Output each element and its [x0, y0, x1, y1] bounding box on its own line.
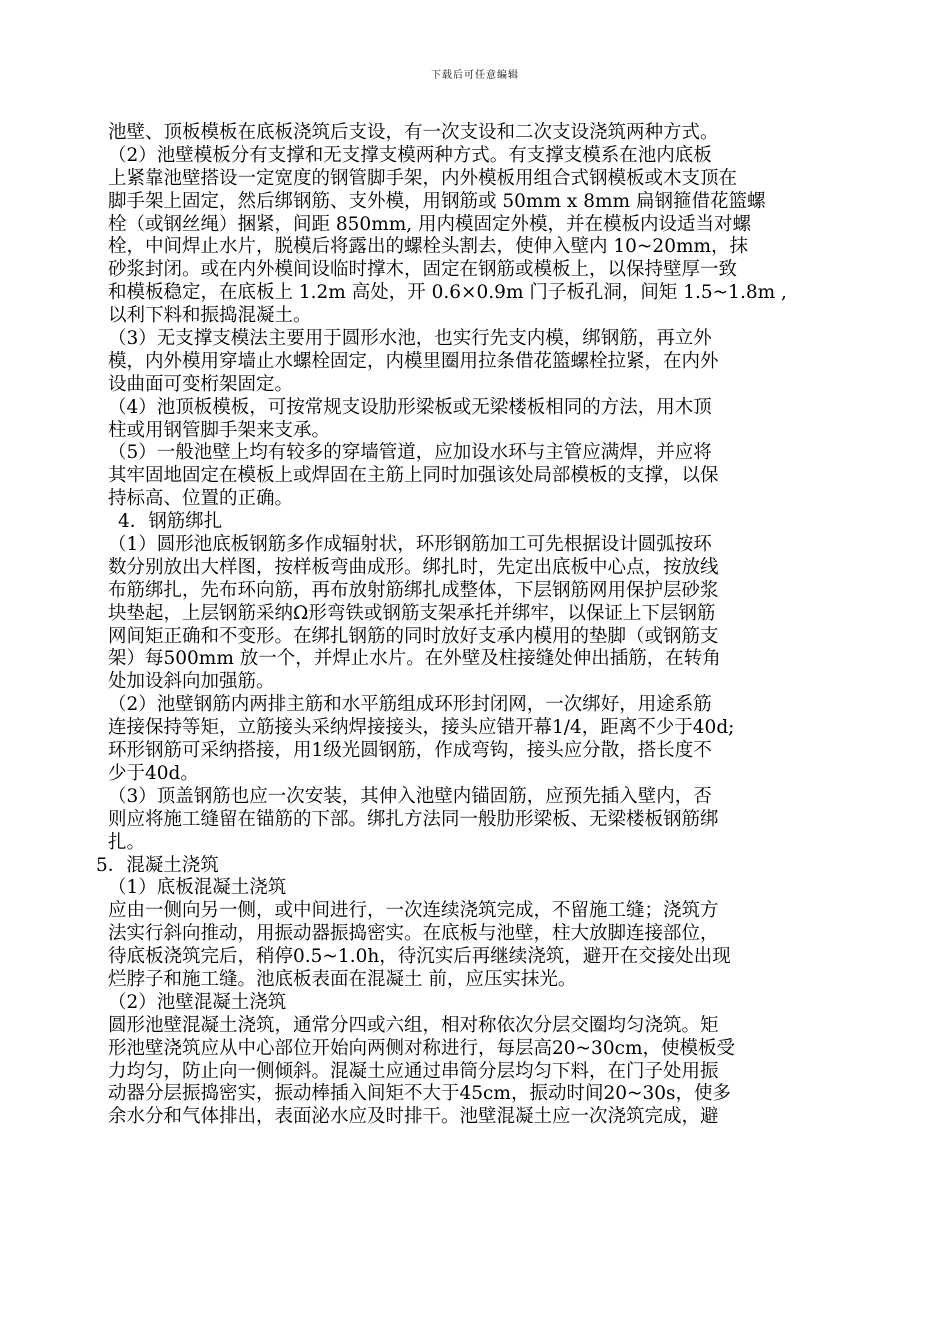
text-line: 扎。	[108, 831, 146, 853]
text-line: 持标高、位置的正确。	[108, 488, 294, 510]
text-line: （2）池壁钢筋内两排主筋和水平筋组成环形封闭网，一次绑好，用途系筋	[108, 694, 712, 716]
text-line: 砂浆封闭。或在内外模间设临时撑木，固定在钢筋或模板上，以保持壁厚一致	[108, 259, 738, 281]
text-line: 动器分层振捣密实，振动棒插入间矩不大于45cm，振动时间20~30s，使多	[108, 1083, 732, 1105]
text-line: 网间矩正确和不变形。在绑扎钢筋的同时放好支承内模用的垫脚（或钢筋支	[108, 625, 719, 647]
text-line: 圆形池壁混凝土浇筑，通常分四或六组，相对称依次分层交圈均匀浇筑。矩	[108, 1014, 719, 1036]
text-line: 块垫起，上层钢筋采纳Ω形弯铁或钢筋支架承托并绑牢，以保证上下层钢筋	[108, 602, 716, 624]
text-line: 应由一侧向另一侧，或中间进行，一次连续浇筑完成，不留施工缝；浇筑方	[108, 900, 719, 922]
text-line: 其牢固地固定在模板上或焊固在主筋上同时加强该处局部模板的支撑，以保	[108, 465, 719, 487]
text-line: 待底板浇筑完后，稍停0.5~1.0h，待沉实后再继续浇筑，避开在交接处出现	[108, 946, 731, 968]
text-line: 设曲面可变桁架固定。	[108, 373, 294, 395]
text-line: （2）池壁混凝土浇筑	[108, 991, 287, 1013]
text-line: 形池壁浇筑应从中心部位开始向两侧对称进行，每层高20~30cm，使模板受	[108, 1037, 735, 1059]
text-line: （1）圆形池底板钢筋多作成辐射状，环形钢筋加工可先根据设计圆弧按环	[108, 534, 712, 556]
text-line: 少于40d。	[108, 762, 199, 784]
text-line: 栓，中间焊止水片，脱模后将露出的螺栓头割去，使伸入壁内 10~20mm，抹	[108, 236, 749, 258]
document-body	[96, 122, 858, 1129]
text-line: 数分别放出大样图，按样板弯曲成形。绑扎时，先定出底板中心点，按放线	[108, 556, 719, 578]
text-line: 布筋绑扎，先布环向筋，再布放射筋绑扎成整体，下层钢筋网用保护层砂浆	[108, 579, 719, 601]
text-line: （5）一般池壁上均有较多的穿墙管道，应加设水环与主管应满焊，并应将	[108, 442, 712, 464]
text-line: （3）无支撑支模法主要用于圆形水池，也实行先支内模，绑钢筋，再立外	[108, 328, 712, 350]
text-line: 力均匀，防止向一侧倾斜。混凝土应通过串筒分层均匀下料，在门子处用振	[108, 1060, 719, 1082]
text-line: （4）池顶板模板，可按常规支设肋形梁板或无梁楼板相同的方法，用木顶	[108, 396, 712, 418]
text-line: 连接保持等矩，立筋接头采纳焊接接头，接头应错开幕1/4，距离不少于40d;	[108, 717, 735, 739]
text-line: 4．钢筋绑扎	[118, 511, 223, 533]
text-line: 和模板稳定，在底板上 1.2m 高处，开 0.6×0.9m 门子板孔洞，间矩 1.5~1.8m ,	[108, 282, 787, 304]
text-line: 5．混凝土浇筑	[96, 854, 219, 876]
text-line: 烂脖子和施工缝。池底板表面在混凝土 前，应压实抹光。	[108, 968, 577, 990]
text-line: 则应将施工缝留在锚筋的下部。绑扎方法同一般肋形梁板、无梁楼板钢筋绑	[108, 808, 719, 830]
text-line: 环形钢筋可采纳搭接，用1级光圆钢筋，作成弯钩，接头应分散，搭长度不	[108, 740, 712, 762]
text-line: 脚手架上固定，然后绑钢筋、支外模，用钢筋或 50mm x 8mm 扁钢箍借花篮螺	[108, 190, 766, 212]
text-line: 池壁、顶板模板在底板浇筑后支设，有一次支设和二次支设浇筑两种方式。	[108, 122, 719, 143]
page-header: 下载后可任意编辑	[431, 70, 519, 81]
text-line: 栓（或钢丝绳）捆紧，间距 850mm, 用内模固定外模，并在模板内设适当对螺	[108, 213, 752, 235]
text-line: 模，内外模用穿墙止水螺栓固定，内模里圈用拉条借花篮螺栓拉紧，在内外	[108, 350, 719, 372]
text-line: 架）每500mm 放一个，并焊止水片。在外壁及柱接缝处伸出插筋，在转角	[108, 648, 721, 670]
text-line: （3）顶盖钢筋也应一次安装，其伸入池壁内锚固筋，应预先插入壁内，否	[108, 785, 712, 807]
text-line: 法实行斜向推动，用振动器振捣密实。在底板与池壁，柱大放脚连接部位，	[108, 923, 719, 945]
text-line: 上紧靠池壁搭设一定宽度的钢管脚手架，内外模板用组合式钢模板或木支顶在	[108, 167, 738, 189]
text-line: 余水分和气体排出，表面泌水应及时排干。池壁混凝土应一次浇筑完成，避	[108, 1106, 719, 1128]
text-line: 处加设斜向加强筋。	[108, 671, 275, 693]
text-line: 以利下料和振捣混凝土。	[108, 305, 312, 327]
text-line: （1）底板混凝土浇筑	[108, 877, 287, 899]
text-line: （2）池壁模板分有支撑和无支撑支模两种方式。有支撑支模系在池内底板	[108, 144, 712, 166]
text-line: 柱或用钢管脚手架来支承。	[108, 419, 331, 441]
